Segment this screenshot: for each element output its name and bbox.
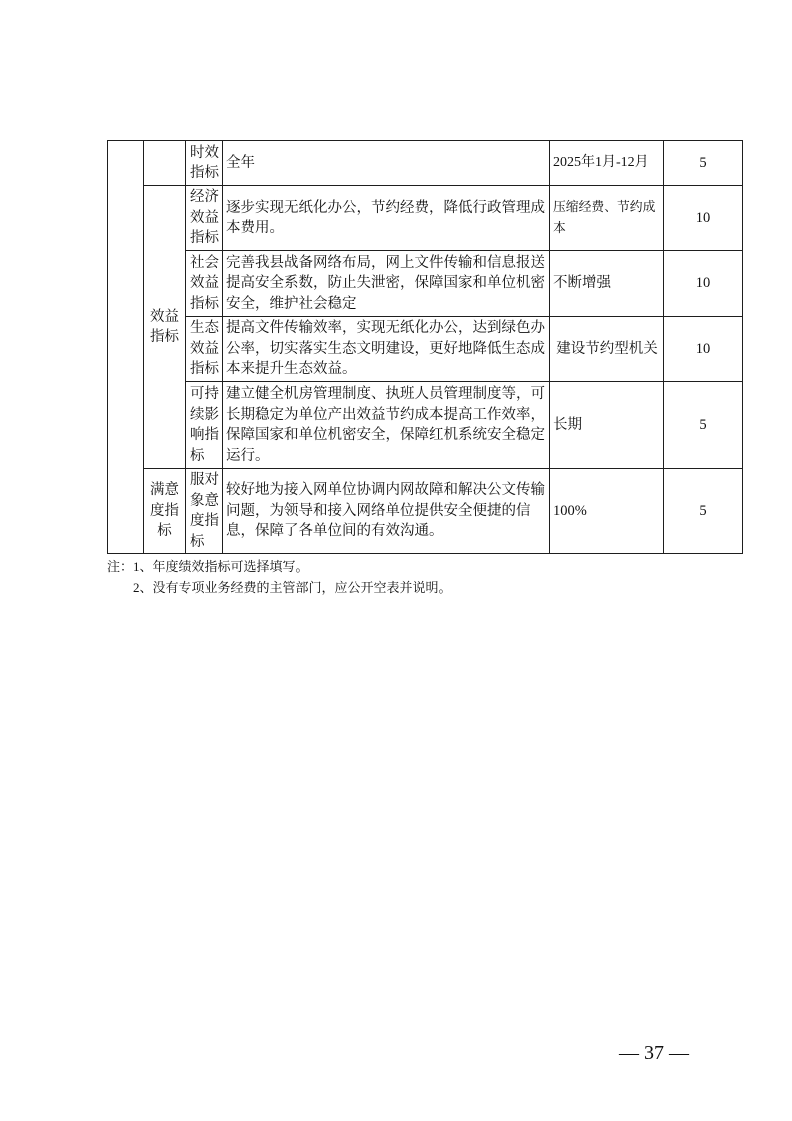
service-satisfaction-target-value: 100% (550, 469, 664, 554)
service-satisfaction-score: 5 (664, 469, 743, 554)
ecological-benefit-target-value: 建设节约型机关 (550, 317, 664, 382)
table-row-service-satisfaction (108, 469, 743, 554)
ecological-benefit-indicator-name: 生态效益指标 (186, 317, 223, 382)
service-satisfaction-description: 较好地为接入网单位协调内网故障和解决公文传输问题，为领导和接入网络单位提供安全便捷的信息，保障了各单位间的有效沟通。 (223, 469, 550, 554)
performance-indicator-table (107, 140, 743, 554)
sustainable-impact-target-value: 长期 (550, 382, 664, 469)
satisfaction-indicator-group: 满意度指标 (144, 469, 186, 554)
social-benefit-indicator-name: 社会效益指标 (186, 251, 223, 317)
economic-benefit-description: 逐步实现无纸化办公，节约经费，降低行政管理成本费用。 (223, 186, 550, 251)
sustainable-impact-description: 建立健全机房管理制度、执班人员管理制度等，可长期稳定为单位产出效益节约成本提高工作效率，保障国家和单位机密安全，保障红机系统安全稳定运行。 (223, 382, 550, 469)
page-number: — 37 — (619, 1042, 689, 1064)
timeliness-target-value: 2025年1月-12月 (550, 141, 664, 186)
economic-benefit-indicator-name: 经济效益指标 (186, 186, 223, 251)
table-row-social-benefit (108, 251, 743, 317)
sustainable-impact-indicator-name: 可持续影响指标 (186, 382, 223, 469)
table-row-timeliness (108, 141, 743, 186)
table-note-1: 注：1、年度绩效指标可选择填写。 (107, 559, 309, 574)
first-level-category-cell (108, 141, 144, 554)
table-row-sustainable-impact (108, 382, 743, 469)
ecological-benefit-description: 提高文件传输效率，实现无纸化办公，达到绿色办公率，切实落实生态文明建设，更好地降低生态成本来提升生态效益。 (223, 317, 550, 382)
timeliness-score: 5 (664, 141, 743, 186)
table-row-ecological-benefit (108, 317, 743, 382)
social-benefit-target-value: 不断增强 (550, 251, 664, 317)
service-satisfaction-indicator-name: 服对象意度指标 (186, 469, 223, 554)
social-benefit-score: 10 (664, 251, 743, 317)
second-level-category-cell-empty (144, 141, 186, 186)
economic-benefit-target-value: 压缩经费、节约成本 (550, 186, 664, 251)
benefit-indicator-group: 效益指标 (144, 186, 186, 469)
ecological-benefit-score: 10 (664, 317, 743, 382)
sustainable-impact-score: 5 (664, 382, 743, 469)
social-benefit-description: 完善我县战备网络布局，网上文件传输和信息报送提高安全系数，防止失泄密，保障国家和单位机密安全，维护社会稳定 (223, 251, 550, 317)
economic-benefit-score: 10 (664, 186, 743, 251)
timeliness-indicator-name: 时效指标 (186, 141, 223, 186)
table-note-2: 2、没有专项业务经费的主管部门，应公开空表并说明。 (133, 580, 452, 595)
table-row-economic-benefit (108, 186, 743, 251)
timeliness-description: 全年 (223, 141, 550, 186)
